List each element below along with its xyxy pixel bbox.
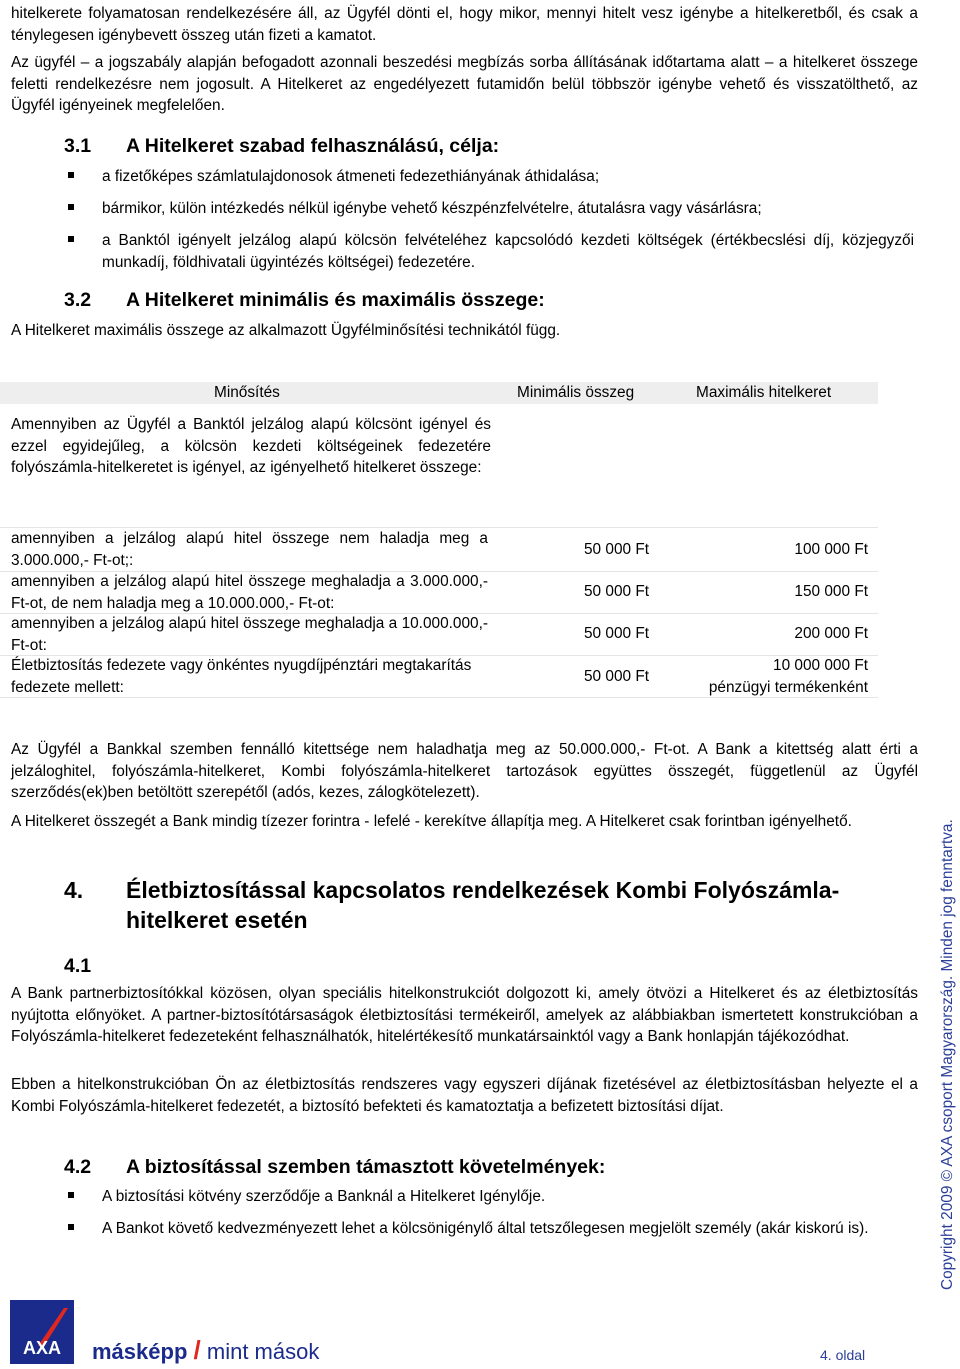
section-3-2-text: A Hitelkeret maximális összege az alkalmazott Ügyfélminősítési technikától függ. — [11, 322, 561, 339]
section-4-1-paragraph-1: A Bank partnerbiztosítókkal közösen, olyan speciális hitelkonstrukciót dolgozott ki, amely ötvözi a Hitelkeret és az életbiztosítás nyújtotta előnyöket. A partner-biztosítótársaságok életbiztosítási termékeiről, amelyek az alábbiakban ismertetett konstrukcióban a Folyószámla-hitelkeret fedezeteként felhasználhatók, hitelértékesítő munkatársainktól vagy a Bank honlapján tájékozódhat. — [11, 985, 918, 1045]
column-header: Minimális összeg — [517, 384, 635, 401]
section-number: 4.2 — [64, 1156, 92, 1178]
section-title: Életbiztosítással kapcsolatos rendelkezések Kombi Folyószámla-hitelkeret esetén — [126, 877, 840, 933]
section-3-1-heading — [64, 135, 499, 158]
bullet-icon — [68, 1224, 74, 1230]
bullet-icon — [68, 172, 74, 178]
section-number: 3.1 — [64, 135, 92, 157]
section-title: A Hitelkeret minimális és maximális összege: — [126, 289, 545, 311]
column-header: Minősítés — [214, 384, 280, 401]
bullet-icon — [68, 236, 74, 242]
tagline-left: másképp — [92, 1339, 188, 1364]
slash-icon: / — [193, 1335, 201, 1365]
list-item: A biztosítási kötvény szerződője a Banknál a Hitelkeret Igénylője. — [65, 1186, 920, 1218]
section-title: A Hitelkeret szabad felhasználású, célja: — [126, 135, 500, 157]
list-item: a fizetőképes számlatulajdonosok átmeneti fedezethiányának áthidalása; — [65, 166, 920, 198]
intro-paragraph-2: Az ügyfél – a jogszabály alapján befogadott azonnali beszedési megbízás sorba állításának időtartama alatt – a hitelkeret összege feletti rendelkezésre nem jogosult. A Hitelkeret az engedélyezett futamidőn belül többször igénybe vehető és visszatölthető, az Ügyfél igényeinek megfelelően. — [11, 54, 918, 114]
section-3-1-bullets — [65, 166, 920, 273]
intro-paragraph-1: hitelkerete folyamatosan rendelkezésére áll, az Ügyfél dönti el, hogy mikor, mennyi hitelt vesz igénybe a hitelkeretből, és csak a ténylegesen igénybevett összeg után fizeti a kamatot. — [11, 5, 918, 44]
section-3-2-heading — [64, 289, 545, 312]
section-number: 3.2 — [64, 289, 92, 311]
rounding-paragraph: A Hitelkeret összegét a Bank mindig tízezer forintra - lefelé - kerekítve állapítja meg. A Hitelkeret csak forintban igényelhető. — [11, 813, 852, 830]
column-header: Maximális hitelkeret — [696, 384, 832, 401]
footer-tagline — [92, 1335, 319, 1366]
bullet-icon — [68, 1192, 74, 1198]
row-divider — [0, 697, 878, 698]
axa-logo — [10, 1300, 74, 1364]
table-header — [0, 382, 878, 404]
section-title: A biztosítással szemben támasztott követelmények: — [126, 1156, 606, 1178]
tagline-right: mint mások — [206, 1339, 320, 1364]
list-item: a Banktól igényelt jelzálog alapú kölcsön felvételéhez kapcsolódó kezdeti költségek (értékbecslési díj, közjegyzői munkadíj, földhivatali ügyintézés költségei) fedezetére. — [65, 230, 920, 273]
section-4-heading — [64, 875, 924, 935]
bullet-icon — [68, 204, 74, 210]
copyright-vertical: Copyright 2009 © AXA csoport Magyarország. Minden jog fenntartva. — [939, 819, 956, 1290]
credit-limit-table: Minősítés Minimális összeg Maximális hitelkeret Amennyiben az Ügyfél a Banktól jelzálog alapú kölcsönt igényel és ezzel egyidejűleg, a kölcsön kezdeti költségeinek fedezetére folyószámla-hitelkeretet is igényel, az igényelhető hitelkeret összege: amennyiben a jelzálog alapú hitel összege nem haladja meg a 3.000.000,- Ft-ot;: 50 000 Ft 100 000 Ft amennyiben a jelzálog alapú hitel összege meghaladja a 3.000.000,- Ft-ot, de nem haladja meg a 10.000.000,- Ft-ot: 50 000 Ft 150 000 Ft amennyiben a jelzálog alapú hitel összege meghaladja a 10.000.000,- Ft-ot: 50 000 Ft 200 000 Ft Életbiztosítás fedezete vagy önkéntes nyugdíjpénztári megtakarítás fedezete mellett: 50 000 Ft 10 000 000 Ft pénzügyi termékenként — [0, 382, 878, 698]
section-number: 4. — [64, 877, 84, 903]
list-item: A Bankot követő kedvezményezett lehet a kölcsönigénylő által tetszőlegesen megjelölt személy (akár kiskorú is). — [65, 1218, 920, 1240]
exposure-paragraph: Az Ügyfél a Bankkal szemben fennálló kitettsége nem haladhatja meg az 50.000.000,- Ft-ot. A Bank a kitettség alatt érti a jelzáloghitel, folyószámla-hitelkeret, Kombi folyószámla-hitelkeret tartozások együttes összegét, függetlenül az Ügyfél szerződés(ek)ben betöltött szerepétől (adós, kezes, zálogkötelezett). — [11, 741, 918, 801]
table-intro-text: Amennyiben az Ügyfél a Banktól jelzálog alapú kölcsönt igényel és ezzel egyidejűleg, a kölcsön kezdeti költségeinek fedezetére folyószámla-hitelkeretet is igényel, az igényelhető hitelkeret összege: — [11, 416, 491, 476]
list-item: bármikor, külön intézkedés nélkül igénybe vehető készpénzfelvételre, átutalásra vagy vásárlásra; — [65, 198, 920, 230]
section-4-2-bullets — [65, 1186, 920, 1240]
section-4-1-number: 4.1 — [64, 955, 92, 977]
section-4-1-paragraph-2: Ebben a hitelkonstrukcióban Ön az életbiztosítás rendszeres vagy egyszeri díjának fizetésével az életbiztosításban helyezte el a Kombi Folyószámla-hitelkeret fedezetét, a biztosító befekteti és kamatoztatja a befizetett biztosítási díjat. — [11, 1076, 918, 1115]
section-4-2-heading — [64, 1156, 605, 1179]
logo-text: AXA — [22, 1338, 62, 1358]
page-number: 4. oldal — [820, 1347, 866, 1363]
